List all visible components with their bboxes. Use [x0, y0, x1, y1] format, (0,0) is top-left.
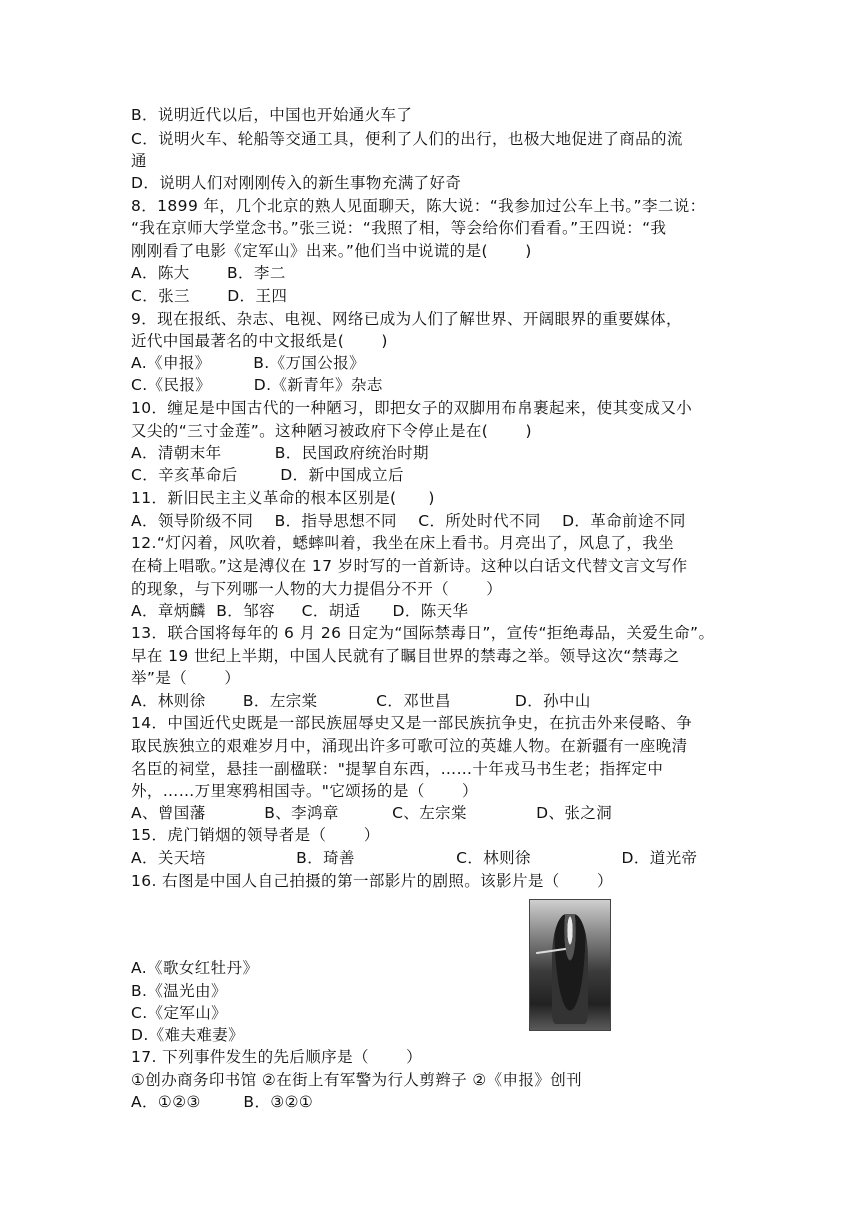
film-still-photo	[529, 899, 611, 1031]
q12-stem-2: 在椅上唱歌。”这是溥仪在 17 岁时写的一首新诗。这种以白话文代替文言文写作	[131, 557, 688, 575]
q9-stem-2: 近代中国最著名的中文报纸是( )	[131, 332, 388, 350]
q13-stem-2: 早在 19 世纪上半期，中国人民就有了瞩目世界的禁毒之举。领导这次“禁毒之	[131, 647, 680, 665]
q11-stem: 11．新旧民主主义革命的根本区别是( )	[131, 489, 435, 507]
q8-stem-2: “我在京师大学堂念书。”张三说：“我照了相，等会给你们看看。”王四说：“我	[131, 219, 667, 237]
opera-figure-image	[552, 914, 588, 1024]
q14-options: A、曾国藩 B、李鸿章 C、左宗棠 D、张之洞	[131, 804, 613, 822]
q13-stem-3: 举”是（ ）	[131, 669, 241, 687]
q13-options: A．林则徐 B．左宗棠 C．邓世昌 D．孙中山	[131, 692, 591, 710]
q10-stem-2: 又尖的“三寸金莲”。这种陋习被政府下令停止是在( )	[131, 422, 532, 440]
q15-options: A．关天培 B．琦善 C．林则徐 D．道光帝	[131, 849, 698, 867]
q11-options: A．领导阶级不同 B．指导思想不同 C．所处时代不同 D．革命前途不同	[131, 512, 686, 530]
q10-stem-1: 10．缠足是中国古代的一种陋习，即把女子的双脚用布帛裹起来，使其变成又小	[131, 399, 693, 417]
q14-stem-2: 取民族独立的艰难岁月中，涌现出许多可歌可泣的英雄人物。在新疆有一座晚清	[131, 737, 688, 755]
q16-option-a: A.《歌女红牡丹》	[131, 959, 259, 977]
q8-stem-3: 刚刚看了电影《定军山》出来。”他们当中说谎的是( )	[131, 242, 532, 260]
q14-stem-3: 名臣的祠堂，悬挂一副楹联："提挈自东西，……十年戎马书生老；指挥定中	[131, 760, 664, 778]
q10-options-ab: A．清朝末年 B．民国政府统治时期	[131, 444, 429, 462]
q9-options-cd: C.《民报》 D.《新青年》杂志	[131, 376, 383, 394]
q9-stem-1: 9．现在报纸、杂志、电视、网络已成为人们了解世界、开阔眼界的重要媒体，	[131, 310, 682, 328]
q7-option-c-cont: 通	[131, 152, 147, 170]
q14-stem-4: 外，……万里寒鸦相国寺。"它颂扬的是（ ）	[131, 782, 478, 800]
q8-options-ab: A．陈大 B．李二	[131, 264, 286, 282]
q12-stem-3: 的现象，与下列哪一人物的大力提倡分不开（ ）	[131, 580, 503, 598]
q8-options-cd: C．张三 D．王四	[131, 287, 288, 305]
q7-option-c: C．说明火车、轮船等交通工具，便利了人们的出行，也极大地促进了商品的流	[131, 130, 683, 148]
q8-stem-1: 8．1899 年，几个北京的熟人见面聊天，陈大说：“我参加过公车上书。”李二说：	[131, 197, 706, 215]
q7-option-d: D．说明人们对刚刚传入的新生事物充满了好奇	[131, 174, 462, 192]
q13-stem-1: 13．联合国将每年的 6 月 26 日定为“国际禁毒日”，宣传“拒绝毒品，关爱生命”。	[131, 624, 715, 642]
q9-options-ab: A.《申报》 B.《万国公报》	[131, 354, 366, 372]
q7-option-b: B．说明近代以后，中国也开始通火车了	[131, 106, 413, 124]
q17-stem: 17. 下列事件发生的先后顺序是（ ）	[131, 1048, 423, 1066]
q17-options: A．①②③ B．③②①	[131, 1093, 314, 1111]
q12-options: A．章炳麟 B．邹容 C．胡适 D．陈天华	[131, 602, 469, 620]
q16-option-d: D.《难夫难妻》	[131, 1026, 245, 1044]
q16-option-b: B.《温光由》	[131, 982, 227, 1000]
q10-options-cd: C．辛亥革命后 D．新中国成立后	[131, 466, 404, 484]
q12-stem-1: 12.“灯闪着，风吹着，蟋蟀叫着，我坐在床上看书。月亮出了，风息了，我坐	[131, 534, 675, 552]
q15-stem: 15．虎门销烟的领导者是（ ）	[131, 826, 380, 844]
q16-stem: 16. 右图是中国人自己拍摄的第一部影片的剧照。该影片是（ ）	[131, 872, 613, 890]
q16-option-c: C.《定军山》	[131, 1004, 228, 1022]
q14-stem-1: 14．中国近代史既是一部民族屈辱史又是一部民族抗争史，在抗击外来侵略、争	[131, 714, 693, 732]
q17-events: ①创办商务印书馆 ②在街上有军警为行人剪辫子 ②《申报》创刊	[131, 1071, 583, 1089]
